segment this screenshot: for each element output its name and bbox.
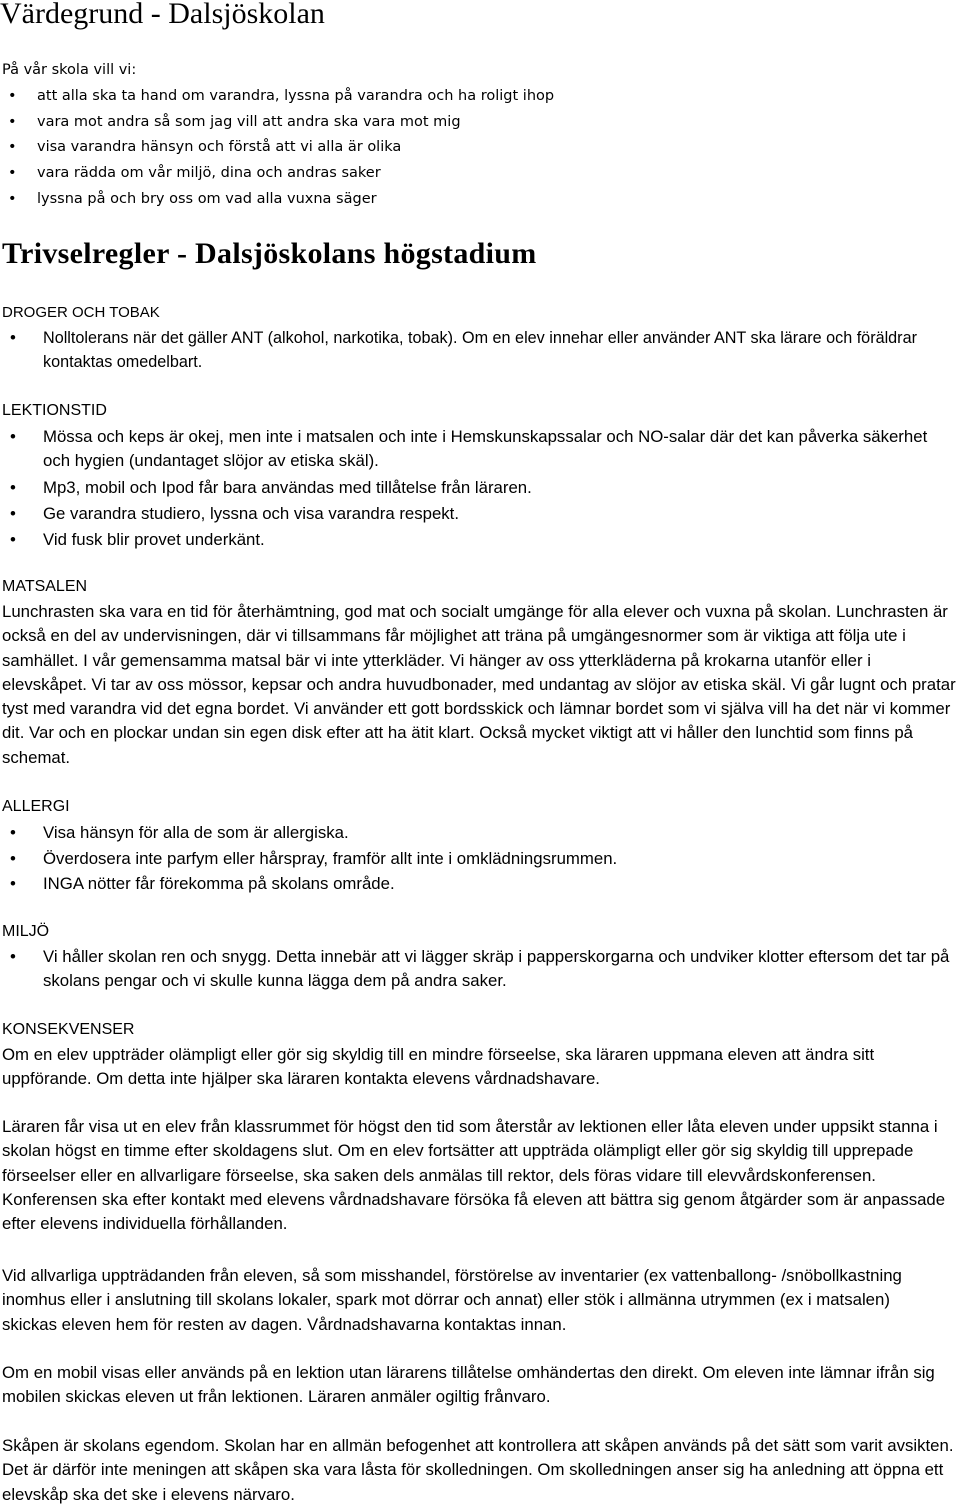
- lektionstid-item: Mp3, mobil och Ipod får bara användas med tillåtelse från läraren.: [43, 478, 532, 497]
- intro-lead: På vår skola vill vi:: [2, 62, 137, 78]
- bullet-icon: •: [10, 530, 16, 549]
- konsekvenser-paragraph: Vid allvarliga uppträdanden från eleven, så som misshandel, förstörelse av inventarier (ex vattenballong- /snöbollkastning inomhus eller i anslutning till skolans lokaler, spark mot dörrar och annat) eller stök i allmänna utrymmen (ex i matsalen) skickas eleven hem för resten av dagen. Vårdnadshavarna kontaktas innan.: [2, 1266, 902, 1334]
- allergi-item: Visa hänsyn för alla de som är allergiska.: [43, 823, 349, 842]
- intro-item: att alla ska ta hand om varandra, lyssna på varandra och ha roligt ihop: [37, 88, 555, 104]
- bullet-icon: •: [10, 849, 16, 868]
- bullet-icon: •: [10, 427, 16, 446]
- bullet-icon: •: [8, 139, 17, 155]
- droger-item: Nolltolerans när det gäller ANT (alkohol, narkotika, tobak). Om en elev innehar eller använder ANT ska lärare och föräldrar kontaktas omedelbart.: [43, 329, 917, 372]
- bullet-icon: •: [8, 191, 17, 207]
- lektionstid-item: Mössa och keps är okej, men inte i matsalen och inte i Hemskunskapssalar och NO-salar där det kan påverka säkerhet och hygien (undantaget slöjor av etiska skäl).: [43, 427, 928, 471]
- bullet-icon: •: [8, 114, 17, 130]
- miljo-item: Vi håller skolan ren och snygg. Detta innebär att vi lägger skräp i papperskorgarna och undviker klotter eftersom det tar på skolans pengar och vi skulle kunna lägga dem på andra saker.: [43, 947, 950, 991]
- konsekvenser-paragraph: Om en elev uppträder olämpligt eller gör sig skyldig till en mindre förseelse, ska läraren uppmana eleven att ändra sitt uppförande. Om detta inte hjälper ska läraren kontakta elevens vårdnadshavare.: [2, 1045, 875, 1089]
- matsalen-text: Lunchrasten ska vara en tid för återhämtning, god mat och socialt umgänge för alla elever och vuxna på skolan. Lunchrasten är också en del av undervisningen, där vi tillsammans får möjlighet att träna på umgängesnormer som är viktiga att följa ute i samhället. I vår gemensamma matsal bär vi inte ytterkläder. Vi hänger av oss ytterkläderna på krokarna utanför eller i elevskåpet. Vi tar av oss mössor, kepsar och andra huvudbonader, med undantag av slöjor av etiska skäl. Vi går lugnt och pratar tyst med varandra vid det egna bordet. Vi använder ett gott bordsskick och lämnar bordet som vi själva vill ha det när vi kommer dit. Var och en plockar undan sin egen disk efter att ha ätit klart. Också mycket viktigt att vi håller den lunchtid som finns på schemat.: [2, 602, 956, 767]
- bullet-icon: •: [8, 165, 17, 181]
- heading-miljo: MILJÖ: [2, 923, 50, 940]
- section-title: Trivselregler - Dalsjöskolans högstadium: [2, 237, 537, 270]
- allergi-item: Överdosera inte parfym eller hårspray, framför allt inte i omklädningsrummen.: [43, 849, 618, 868]
- heading-matsalen: MATSALEN: [2, 578, 88, 595]
- intro-item: visa varandra hänsyn och förstå att vi alla är olika: [37, 139, 402, 155]
- allergi-item: INGA nötter får förekomma på skolans område.: [43, 874, 395, 893]
- bullet-icon: •: [10, 823, 16, 842]
- heading-lektionstid: LEKTIONSTID: [2, 402, 107, 419]
- bullet-icon: •: [10, 874, 16, 893]
- page-title: Värdegrund - Dalsjöskolan: [0, 0, 325, 30]
- bullet-icon: •: [8, 88, 17, 104]
- intro-item: lyssna på och bry oss om vad alla vuxna säger: [37, 191, 377, 207]
- bullet-icon: •: [10, 504, 16, 523]
- heading-konsekvenser: KONSEKVENSER: [2, 1021, 135, 1038]
- intro-item: vara mot andra så som jag vill att andra ska vara mot mig: [37, 114, 461, 130]
- heading-allergi: ALLERGI: [2, 798, 70, 815]
- bullet-icon: •: [10, 328, 16, 347]
- konsekvenser-paragraph: Skåpen är skolans egendom. Skolan har en allmän befogenhet att kontrollera att skåpen används på det sätt som varit avsikten. Det är därför inte meningen att skåpen ska vara låsta för skolledningen. Om skolledningen anser sig ha anledning att öppna ett elevskåp ska det ske i elevens närvaro.: [2, 1436, 954, 1504]
- lektionstid-item: Ge varandra studiero, lyssna och visa varandra respekt.: [43, 504, 460, 523]
- konsekvenser-paragraph: Läraren får visa ut en elev från klassrummet för högst den tid som återstår av lektionen eller låta eleven under uppsikt stanna i skolan högst en timme efter skoldagens slut. Om en elev fortsätter att uppträda olämpligt eller gör sig skyldig till upprepade förseelser eller en allvarligare förseelse, ska saken dels anmälas till rektor, dels föras vidare till elevvårdskonferensen. Konferensen ska efter kontakt med elevens vårdnadshavare försöka få eleven att bättra sig genom åtgärder som är anpassade efter elevens individuella förhållanden.: [2, 1117, 946, 1234]
- bullet-icon: •: [10, 947, 16, 966]
- bullet-icon: •: [10, 478, 16, 497]
- konsekvenser-paragraph: Om en mobil visas eller används på en lektion utan lärarens tillåtelse omhändertas den direkt. Om eleven inte lämnar ifrån sig mobilen skickas eleven ut från lektionen. Läraren anmäler ogiltig frånvaro.: [2, 1363, 935, 1407]
- lektionstid-item: Vid fusk blir provet underkänt.: [43, 530, 265, 549]
- intro-item: vara rädda om vår miljö, dina och andras saker: [37, 165, 381, 181]
- heading-droger: DROGER OCH TOBAK: [2, 304, 160, 321]
